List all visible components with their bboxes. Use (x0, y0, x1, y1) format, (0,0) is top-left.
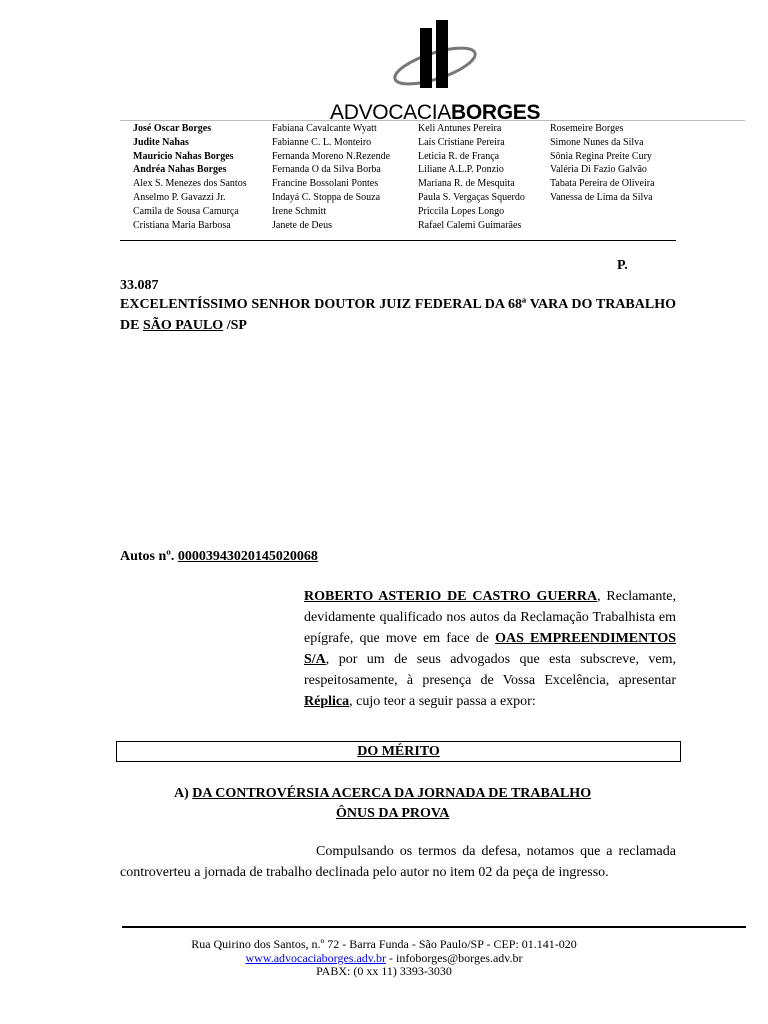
lawyer-name: Andréa Nahas Borges (133, 164, 227, 176)
section-a-letter: A) (174, 786, 193, 801)
case-number-label: Autos nº. (120, 549, 178, 564)
intro-text-1: , Reclamante, devidamente qualificado nos autos da Reclamação Trabalhista em epígrafe, que move em face de (304, 589, 677, 646)
lawyer-name: Vanessa de Lima da Silva (550, 191, 653, 203)
firm-logo (330, 18, 541, 124)
lawyer-column-1 (133, 122, 247, 232)
lawyer-name: Camila de Sousa Camurça (133, 205, 239, 217)
footer-email: - infoborges@borges.adv.br (386, 950, 523, 965)
addressee-text: EXCELENTÍSSIMO SENHOR DOUTOR JUIZ FEDERAL DA 68ª VARA DO TRABALHO DE (120, 297, 676, 333)
lawyer-name: Mauricio Nahas Borges (133, 150, 234, 162)
intro-text-2: , por um de seus advogados que esta subscreve, vem, respeitosamente, à presença de Vossa Excelência, apresentar (304, 652, 676, 688)
lawyer-name: Anselmo P. Gavazzi Jr. (133, 191, 226, 203)
intro-text-3: , cujo teor a seguir passa a expor: (349, 694, 536, 709)
defendant-name: OAS EMPREENDIMENTOS S/A (304, 631, 676, 667)
process-label: P. (617, 258, 628, 273)
lawyer-name: Rafael Calemi Guimarães (418, 219, 522, 231)
lawyer-name: Janete de Deus (272, 219, 332, 231)
firm-emblem-icon (390, 18, 480, 100)
section-a-heading (174, 784, 654, 821)
replica-term: Réplica (304, 694, 350, 709)
footer-contact-line (0, 952, 768, 966)
lawyer-name: Paula S. Vergaças Squerdo (418, 191, 525, 203)
lawyer-name: Valéria Di Fazio Galvão (550, 164, 647, 176)
lawyer-name: Fabiana Cavalcante Wyatt (272, 123, 377, 134)
lawyer-name: Mariana R. de Mesquita (418, 178, 515, 190)
logo-word-light: ADVOCACIA (330, 101, 451, 124)
lawyer-name: Indayá C. Stoppa de Souza (272, 191, 381, 203)
plaintiff-name: ROBERTO ASTERIO DE CASTRO GUERRA (304, 589, 598, 604)
lawyer-name: Fabianne C. L. Monteiro (272, 136, 372, 148)
body-paragraph: Compulsando os termos da defesa, notamos que a reclamada controverteu a jornada de trabalho declinada pelo autor no item 02 da peça de ingresso. (120, 844, 676, 880)
section-a-title: DA CONTROVÉRSIA ACERCA DA JORNADA DE TRABALHO (192, 786, 592, 801)
merit-heading-box (116, 741, 681, 762)
lawyer-name: Alex S. Menezes dos Santos (133, 178, 247, 190)
lawyer-name: Simone Nunes da Silva (550, 136, 644, 148)
addressee-city: SÃO PAULO (142, 318, 224, 333)
header-bottom-rule (120, 240, 676, 241)
footer-rule (122, 926, 746, 928)
lawyer-name: Priccila Lopes Longo (418, 205, 505, 217)
intro-paragraph (304, 586, 676, 712)
lawyer-column-3 (418, 122, 525, 232)
lawyer-name: Leticia R. de França (418, 150, 500, 162)
merit-heading: DO MÉRITO (357, 744, 440, 759)
lawyer-name: José Oscar Borges (133, 123, 212, 134)
lawyer-column-4 (550, 122, 655, 205)
footer-address: Rua Quirino dos Santos, n.º 72 - Barra Funda - São Paulo/SP - CEP: 01.141-020 (191, 937, 577, 951)
lawyer-name: Irene Schmitt (272, 205, 327, 217)
lawyer-name: Sônia Regina Preite Cury (550, 150, 652, 162)
case-number-line (120, 549, 318, 565)
lawyer-name: Fernanda O da Silva Borba (272, 164, 381, 176)
addressee-heading (120, 294, 676, 336)
footer-phone: PABX: (0 xx 11) 3393-3030 (316, 964, 452, 978)
lawyer-name: Liliane A.L.P. Ponzio (418, 164, 504, 176)
lawyer-name: Fernanda Moreno N.Rezende (272, 150, 391, 162)
lawyer-name: Laís Cristiane Pereira (418, 136, 505, 148)
header-top-rule (120, 120, 745, 121)
lawyer-name: Francine Bossolani Pontes (272, 178, 379, 190)
case-number: 00003943020145020068 (177, 549, 318, 564)
page-footer (0, 938, 768, 979)
logo-word-bold: BORGES (451, 101, 541, 124)
lawyer-name: Keli Antunes Pereira (418, 123, 502, 134)
lawyer-name: Cristiana Maria Barbosa (133, 219, 231, 231)
section-a-subtitle: ÔNUS DA PROVA (336, 806, 450, 821)
lawyer-name: Judite Nahas (133, 136, 189, 148)
lawyer-column-2 (272, 122, 390, 232)
section-a-title-line (174, 784, 654, 804)
addressee-state: /SP (223, 318, 247, 333)
process-number: 33.087 (120, 278, 159, 293)
lawyer-name: Rosemeire Borges (550, 123, 624, 134)
website-link[interactable]: www.advocaciaborges.adv.br (245, 950, 387, 965)
lawyer-name: Tabata Pereira de Oliveira (550, 178, 655, 190)
